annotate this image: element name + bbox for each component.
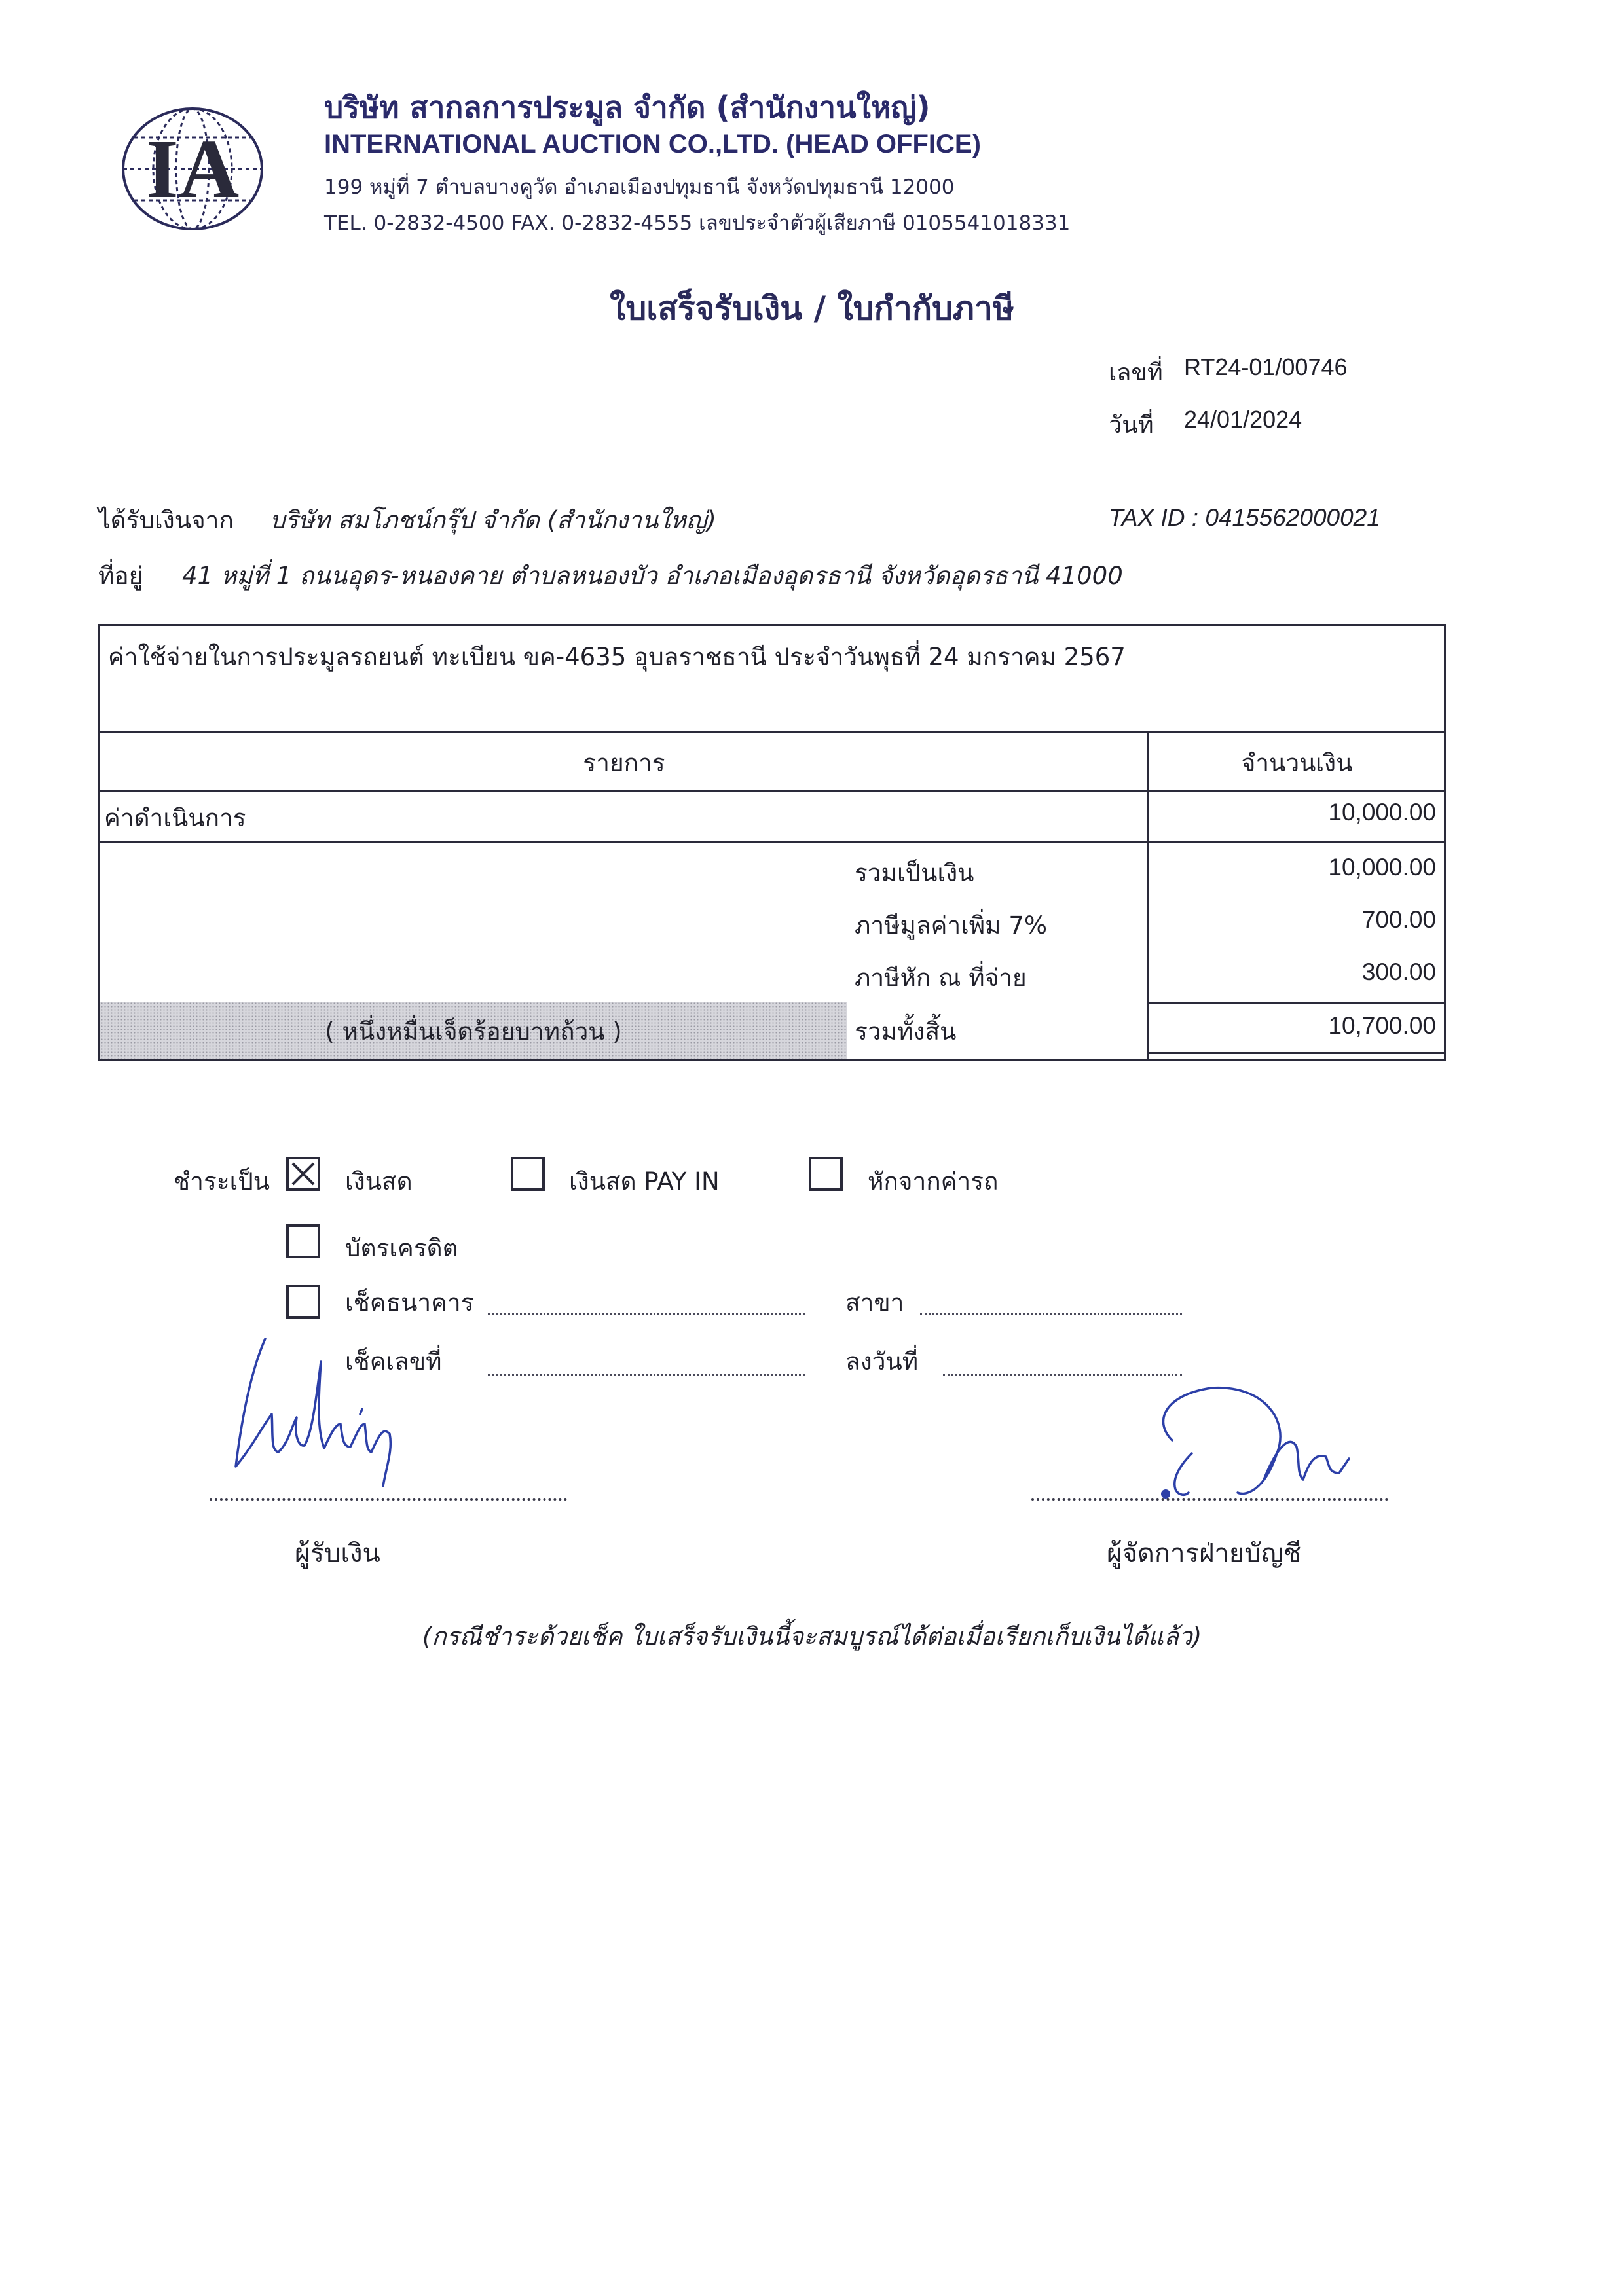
deduct-car-checkbox[interactable]: [809, 1157, 843, 1191]
receipt-date: 24/01/2024: [1184, 406, 1302, 433]
logo-text: IA: [145, 122, 240, 215]
company-name-english: INTERNATIONAL AUCTION CO.,LTD. (HEAD OFFICE): [324, 130, 981, 158]
withholding-tax-amount: 300.00: [1361, 958, 1436, 985]
expense-description: ค่าใช้จ่ายในการประมูลรถยนต์ ทะเบียน ขค-4635 อุบลราชธานี ประจำวันพุธที่ 24 มกราคม 2567: [108, 643, 1126, 671]
check-number-line: [488, 1374, 805, 1376]
grand-total-amount: 10,700.00: [1328, 1012, 1436, 1039]
subtotal-label: รวมเป็นเงิน: [855, 859, 974, 887]
receiver-signature: [226, 1336, 409, 1493]
column-header-item: รายการ: [583, 749, 665, 777]
branch-label: สาขา: [845, 1288, 904, 1317]
cash-option-label: เงินสด: [345, 1167, 413, 1195]
branch-line: [920, 1313, 1182, 1315]
accounting-manager-label: ผู้จัดการฝ่ายบัญชี: [1107, 1539, 1301, 1569]
receipt-table: [98, 624, 1446, 1061]
subtotal-amount: 10,000.00: [1328, 854, 1436, 881]
table-divider: [100, 731, 1444, 733]
customer-name: บริษัท สมโภชน์กรุ๊ป จำกัด (สำนักงานใหญ่): [270, 506, 716, 534]
customer-address: 41 หมู่ที่ 1 ถนนอุดร-หนองคาย ตำบลหนองบัว อำเภอเมืองอุดรธานี จังหวัดอุดรธานี 41000: [182, 562, 1123, 590]
received-from-label: ได้รับเงินจาก: [98, 506, 234, 534]
amount-in-words: ( หนึ่งหมื่นเจ็ดร้อยบาทถ้วน ): [325, 1017, 622, 1046]
table-divider: [100, 841, 1444, 843]
receipt-number-label: เลขที่: [1109, 359, 1163, 386]
receiver-signature-line: [210, 1498, 567, 1501]
check-x-icon: [289, 1159, 318, 1188]
cash-pay-in-option-label: เงินสด PAY IN: [569, 1167, 720, 1195]
company-logo: [120, 103, 265, 234]
grand-total-label: รวมทั้งสิ้น: [855, 1017, 957, 1046]
withholding-tax-label: ภาษีหัก ณ ที่จ่าย: [855, 964, 1027, 992]
receipt-date-label: วันที่: [1109, 412, 1154, 439]
check-payment-note: (กรณีชำระด้วยเช็ค ใบเสร็จรับเงินนี้จะสมบูรณ์ได้ต่อเมื่อเรียกเก็บเงินได้แล้ว): [422, 1622, 1202, 1650]
credit-card-checkbox[interactable]: [286, 1224, 320, 1258]
receipt-number: RT24-01/00746: [1184, 354, 1348, 380]
company-contact: TEL. 0-2832-4500 FAX. 0-2832-4555 เลขประจำตัวผู้เสียภาษี 0105541018331: [324, 211, 1071, 235]
company-name-thai: บริษัท สากลการประมูล จำกัด (สำนักงานใหญ่): [324, 90, 931, 125]
cash-checkbox[interactable]: [286, 1157, 320, 1191]
check-number-label: เช็คเลขที่: [345, 1347, 442, 1376]
check-date-line: [943, 1374, 1182, 1376]
receiver-label: ผู้รับเงิน: [295, 1539, 380, 1569]
bank-check-checkbox[interactable]: [286, 1285, 320, 1319]
accounting-manager-signature-line: [1031, 1498, 1388, 1501]
line-item-amount: 10,000.00: [1328, 799, 1436, 826]
table-divider: [1147, 1052, 1444, 1054]
payment-method-label: ชำระเป็น: [174, 1167, 270, 1195]
credit-card-option-label: บัตรเครดิต: [345, 1234, 458, 1262]
table-divider: [1147, 1002, 1444, 1004]
check-date-label: ลงวันที่: [845, 1347, 919, 1376]
vat-label: ภาษีมูลค่าเพิ่ม 7%: [855, 911, 1048, 939]
cash-pay-in-checkbox[interactable]: [511, 1157, 545, 1191]
bank-name-line: [488, 1313, 805, 1315]
company-address: 199 หมู่ที่ 7 ตำบลบางคูวัด อำเภอเมืองปทุมธานี จังหวัดปทุมธานี 12000: [324, 175, 955, 199]
deduct-car-option-label: หักจากค่ารถ: [868, 1167, 999, 1195]
bank-check-option-label: เช็คธนาคาร: [345, 1288, 474, 1317]
document-title: ใบเสร็จรับเงิน / ใบกำกับภาษี: [610, 289, 1014, 327]
vat-amount: 700.00: [1361, 906, 1436, 933]
table-divider: [100, 790, 1444, 792]
column-header-amount: จำนวนเงิน: [1241, 749, 1353, 777]
customer-address-label: ที่อยู่: [98, 562, 143, 590]
accounting-manager-signature: [1113, 1381, 1362, 1506]
customer-tax-id: TAX ID : 0415562000021: [1109, 504, 1380, 531]
line-item-label: ค่าดำเนินการ: [104, 804, 246, 832]
